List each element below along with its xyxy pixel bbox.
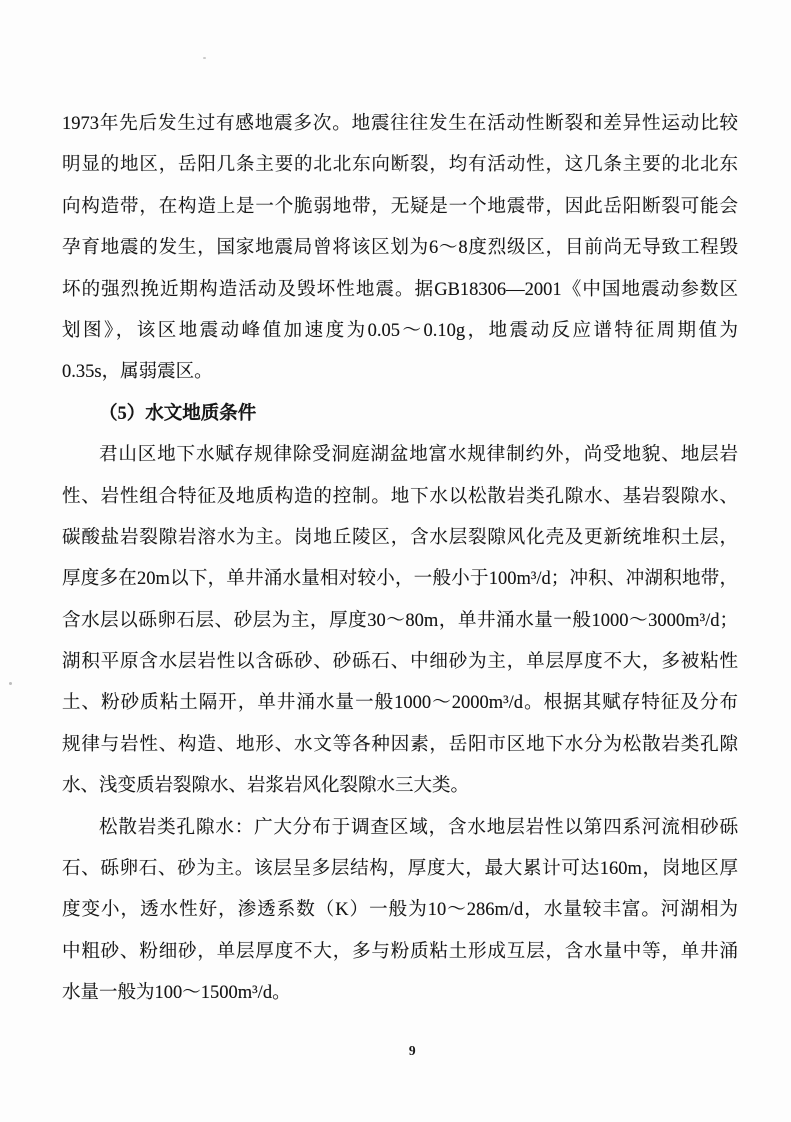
text-line: 中粗砂、粉细砂，单层厚度不大，多与粉质粘土形成互层，含水量中等，单井涌 bbox=[62, 941, 738, 962]
scan-speck bbox=[9, 682, 12, 685]
text-line: 碳酸盐岩裂隙岩溶水为主。岗地丘陵区，含水层裂隙风化壳及更新统堆积土层， bbox=[62, 527, 738, 548]
text-line: 含水层以砾卵石层、砂层为主，厚度30～80m，单井涌水量一般1000～3000m³/d； bbox=[62, 610, 738, 631]
text-line: 规律与岩性、构造、地形、水文等各种因素，岳阳市区地下水分为松散岩类孔隙 bbox=[62, 734, 738, 755]
text-line: 划图》，该区地震动峰值加速度为0.05～0.10g，地震动反应谱特征周期值为 bbox=[62, 320, 738, 341]
text-line: 土、粉砂质粘土隔开，单井涌水量一般1000～2000m³/d。根据其赋存特征及分布 bbox=[62, 693, 738, 714]
text-line: 水、浅变质岩裂隙水、岩浆岩风化裂隙水三大类。 bbox=[62, 776, 470, 797]
section-heading: （5）水文地质条件 bbox=[99, 403, 257, 424]
text-line: 1973年先后发生过有感地震多次。地震往往发生在活动性断裂和差异性运动比较 bbox=[62, 114, 738, 134]
text-line: 0.35s，属弱震区。 bbox=[62, 362, 213, 383]
text-line: 君山区地下水赋存规律除受洞庭湖盆地富水规律制约外，尚受地貌、地层岩 bbox=[99, 445, 738, 466]
text-line: 坏的强烈挽近期构造活动及毁坏性地震。据GB18306—2001《中国地震动参数区 bbox=[62, 279, 738, 300]
document-body bbox=[62, 104, 738, 1015]
text-line: 松散岩类孔隙水：广大分布于调查区域，含水地层岩性以第四系河流相砂砾 bbox=[99, 817, 738, 838]
scan-speck bbox=[203, 57, 206, 59]
page-number: 9 bbox=[408, 1043, 417, 1058]
text-line: 度变小，透水性好，渗透系数（K）一般为10～286m/d，水量较丰富。河湖相为 bbox=[62, 900, 738, 921]
text-line: 向构造带，在构造上是一个脆弱地带，无疑是一个地震带，因此岳阳断裂可能会 bbox=[62, 196, 738, 217]
text-line: 孕育地震的发生，国家地震局曾将该区划为6～8度烈级区，目前尚无导致工程毁 bbox=[62, 238, 738, 259]
text-line: 石、砾卵石、砂为主。该层呈多层结构，厚度大，最大累计可达160m，岗地区厚 bbox=[62, 859, 738, 880]
text-line: 湖积平原含水层岩性以含砾砂、砂砾石、中细砂为主，单层厚度不大，多被粘性 bbox=[62, 652, 738, 673]
text-line: 厚度多在20m以下，单井涌水量相对较小，一般小于100m³/d；冲积、冲湖积地带， bbox=[62, 569, 738, 590]
text-line: 明显的地区，岳阳几条主要的北北东向断裂，均有活动性，这几条主要的北北东 bbox=[62, 155, 738, 176]
text-line: 水量一般为100～1500m³/d。 bbox=[62, 983, 291, 1004]
text-line: 性、岩性组合特征及地质构造的控制。地下水以松散岩类孔隙水、基岩裂隙水、 bbox=[62, 486, 738, 507]
